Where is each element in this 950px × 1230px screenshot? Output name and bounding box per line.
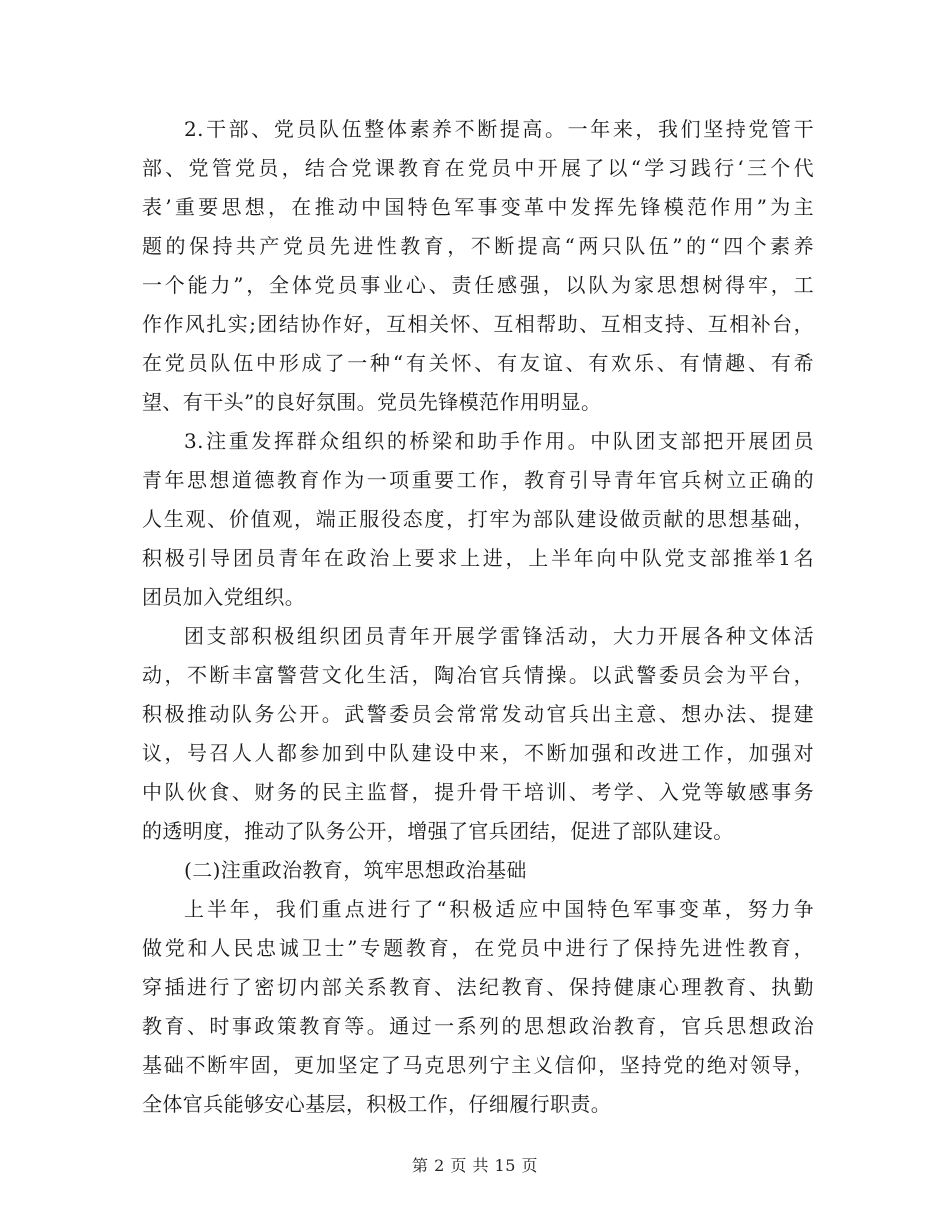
text-line: 部、党管党员，结合党课教育在党员中开展了以“学习践行‘三个代	[142, 156, 814, 180]
text-line: 在党员队伍中形成了一种“有关怀、有友谊、有欢乐、有情趣、有希	[142, 351, 814, 375]
paragraph-cadre-quality	[142, 110, 814, 422]
text-line: 表’重要思想，在推动中国特色军事变革中发挥先锋模范作用”为主	[142, 195, 814, 219]
text-line: 2.干部、党员队伍整体素养不断提高。一年来，我们坚持党管干	[184, 117, 814, 141]
text-line: 动，不断丰富警营文化生活，陶冶官兵情操。以武警委员会为平台，	[142, 663, 814, 687]
text-line: 做党和人民忠诚卫士”专题教育，在党员中进行了保持先进性教育，	[142, 936, 814, 960]
text-line: 3.注重发挥群众组织的桥梁和助手作用。中队团支部把开展团员	[184, 429, 814, 453]
text-line: 团员加入党组织。	[142, 585, 306, 609]
text-line: 上半年，我们重点进行了“积极适应中国特色军事变革，努力争	[184, 897, 814, 921]
text-line: 中队伙食、财务的民主监督，提升骨干培训、考学、入党等敏感事务	[142, 780, 814, 804]
section-heading-political-education	[142, 851, 814, 890]
text-line: 基础不断牢固，更加坚定了马克思列宁主义信仰，坚持党的绝对领导，	[142, 1053, 814, 1077]
text-line: 青年思想道德教育作为一项重要工作，教育引导青年官兵树立正确的	[142, 468, 814, 492]
text-line: 一个能力”，全体党员事业心、责任感强，以队为家思想树得牢，工	[142, 273, 814, 297]
paragraph-political-education	[142, 890, 814, 1124]
text-line: 人生观、价值观，端正服役态度，打牢为部队建设做贡献的思想基础，	[142, 507, 814, 531]
text-line: 积极引导团员青年在政治上要求上进，上半年向中队党支部推举1名	[142, 546, 814, 570]
text-line: 团支部积极组织团员青年开展学雷锋活动，大力开展各种文体活	[184, 624, 814, 648]
text-line: 的透明度，推动了队务公开，增强了官兵团结，促进了部队建设。	[142, 819, 734, 843]
paragraph-mass-organization	[142, 422, 814, 617]
text-line: 全体官兵能够安心基层，积极工作，仔细履行职责。	[142, 1092, 612, 1116]
text-line: 望、有干头”的良好氛围。党员先锋模范作用明显。	[142, 390, 602, 414]
paragraph-youth-league	[142, 617, 814, 851]
document-body	[142, 110, 814, 1124]
text-line: 作作风扎实;团结协作好，互相关怀、互相帮助、互相支持、互相补台，	[142, 312, 814, 336]
section-heading: (二)注重政治教育，筑牢思想政治基础	[184, 858, 527, 882]
text-line: 教育、时事政策教育等。通过一系列的思想政治教育，官兵思想政治	[142, 1014, 814, 1038]
text-line: 议，号召人人都参加到中队建设中来，不断加强和改进工作，加强对	[142, 741, 814, 765]
text-line: 穿插进行了密切内部关系教育、法纪教育、保持健康心理教育、执勤	[142, 975, 814, 999]
text-line: 积极推动队务公开。武警委员会常常发动官兵出主意、想办法、提建	[142, 702, 814, 726]
text-line: 题的保持共产党员先进性教育，不断提高“两只队伍”的“四个素养	[142, 234, 814, 258]
page-number-footer: 第 2 页 共 15 页	[412, 1156, 538, 1175]
